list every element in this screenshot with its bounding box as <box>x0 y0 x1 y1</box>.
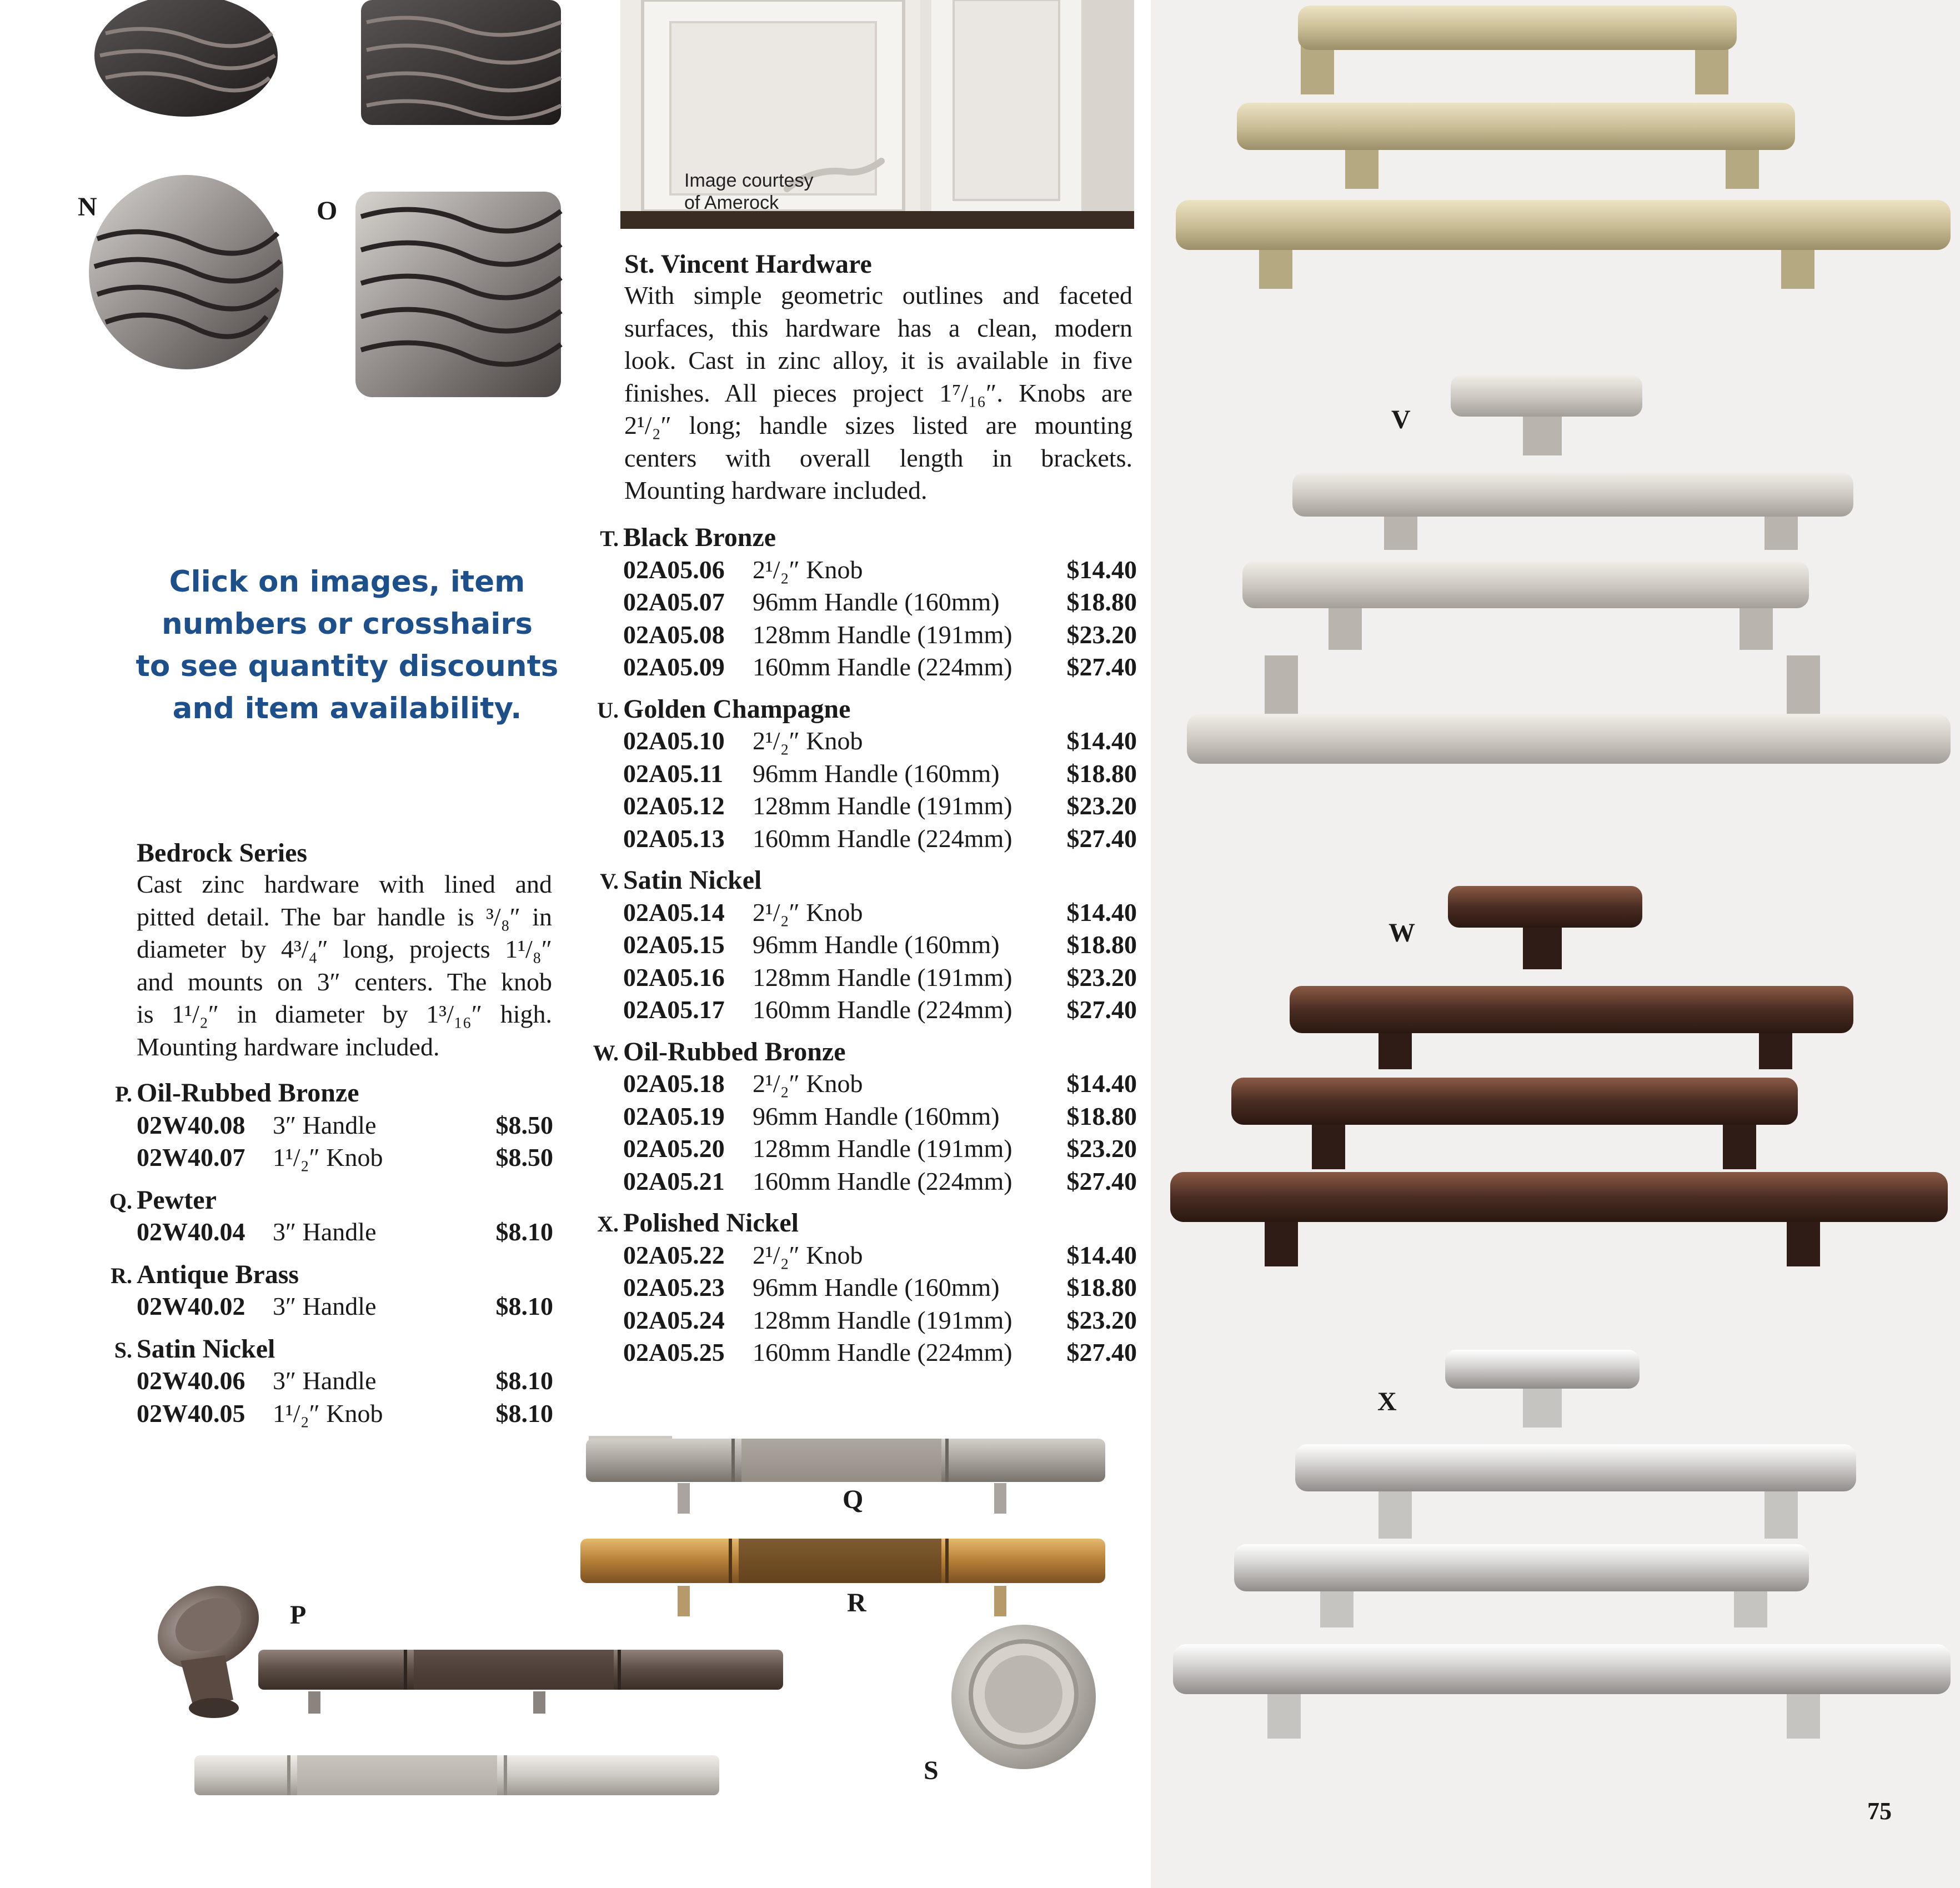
desc-line: 2¹/₂″ long; handle sizes listed are mounting <box>624 411 1132 439</box>
item-price: $23.20 <box>1066 1305 1137 1334</box>
item-code-link[interactable]: 02A05.09 <box>623 653 725 681</box>
knob-n <box>89 175 283 369</box>
item-code-link[interactable]: 02A05.14 <box>623 898 725 927</box>
item-price: $18.80 <box>1066 759 1137 788</box>
item-description: 128mm Handle (191mm) <box>753 1305 1012 1334</box>
item-description: 96mm Handle (160mm) <box>753 759 1000 788</box>
st-vincent-section <box>624 249 1132 507</box>
group-letter: S. <box>114 1337 132 1363</box>
group-name: Golden Champagne <box>623 694 851 724</box>
bedrock-section <box>137 838 552 1063</box>
handles-v-satin <box>1187 375 1951 764</box>
item-code-link[interactable]: 02A05.06 <box>623 555 725 584</box>
handles-x-polished <box>1173 1350 1951 1739</box>
desc-line: and mounts on 3″ centers. The knob <box>137 967 552 996</box>
cta-line: numbers or crosshairs <box>161 607 533 641</box>
item-price: $27.40 <box>1066 653 1137 681</box>
price-row[interactable] <box>623 652 1137 684</box>
photo-label-p: P <box>290 1600 307 1630</box>
photo-label-n: N <box>78 192 97 222</box>
item-price: $18.80 <box>1066 1101 1137 1130</box>
item-description: 2¹/₂″ Knob <box>753 898 863 927</box>
price-row[interactable] <box>623 587 1137 619</box>
price-row[interactable] <box>137 1110 553 1143</box>
item-description: 3″ Handle <box>273 1218 377 1246</box>
item-price: $27.40 <box>1066 1338 1137 1366</box>
item-code-link[interactable]: 02W40.02 <box>137 1292 245 1320</box>
group-letter: T. <box>600 526 619 551</box>
cta-message[interactable] <box>100 561 594 730</box>
knob-o <box>355 192 561 397</box>
group-name: Satin Nickel <box>623 865 762 895</box>
item-code-link[interactable]: 02A05.07 <box>623 588 725 616</box>
item-description: 3″ Handle <box>273 1366 377 1395</box>
price-row[interactable] <box>623 1338 1137 1370</box>
price-row[interactable] <box>623 1101 1137 1134</box>
price-row[interactable] <box>623 759 1137 791</box>
item-code-link[interactable]: 02A05.19 <box>623 1101 725 1130</box>
item-code-link[interactable]: 02W40.07 <box>137 1143 245 1171</box>
item-code-link[interactable]: 02A05.08 <box>623 620 725 649</box>
photo-label-r: R <box>847 1588 866 1617</box>
desc-line: pitted detail. The bar handle is ³/₈″ in <box>137 902 552 931</box>
price-row[interactable] <box>623 555 1137 587</box>
item-price: $27.40 <box>1066 995 1137 1024</box>
item-code-link[interactable]: 02W40.08 <box>137 1110 245 1139</box>
item-code-link[interactable]: 02A05.17 <box>623 995 725 1024</box>
price-row[interactable] <box>623 824 1137 856</box>
bedrock-price-list <box>94 1078 555 1433</box>
group-letter: U. <box>597 697 619 723</box>
item-code-link[interactable]: 02A05.11 <box>623 759 724 788</box>
item-description: 96mm Handle (160mm) <box>753 1273 1000 1301</box>
desc-line: is 1¹/₂″ in diameter by 1³/₁₆″ high. <box>137 1000 552 1028</box>
item-price: $23.20 <box>1066 1134 1137 1163</box>
item-code-link[interactable]: 02W40.06 <box>137 1366 245 1395</box>
item-price: $8.50 <box>495 1143 553 1171</box>
desc-line: Mounting hardware included. <box>624 476 928 504</box>
desc-line: finishes. All pieces project 1⁷/₁₆″. Knobs are <box>624 378 1132 407</box>
group-name: Pewter <box>137 1185 217 1215</box>
item-description: 96mm Handle (160mm) <box>753 588 1000 616</box>
item-price: $23.20 <box>1066 963 1137 991</box>
photo-label-q: Q <box>843 1485 864 1514</box>
handles-w-bronze <box>1170 886 1948 1266</box>
item-price: $8.10 <box>495 1366 553 1395</box>
item-code-link[interactable]: 02A05.24 <box>623 1305 725 1334</box>
item-description: 3″ Handle <box>273 1292 377 1320</box>
item-description: 160mm Handle (224mm) <box>753 1166 1012 1195</box>
group-letter: Q. <box>109 1188 132 1214</box>
price-row[interactable] <box>623 898 1137 930</box>
cta-line: and item availability. <box>172 692 522 725</box>
desc-line: diameter by 4³/₄″ long, projects 1¹/₈″ <box>137 935 552 963</box>
item-code-link[interactable]: 02W40.04 <box>137 1218 245 1246</box>
group-name: Polished Nickel <box>623 1208 799 1238</box>
group-name: Satin Nickel <box>137 1334 275 1364</box>
desc-line: Mounting hardware included. <box>137 1032 440 1061</box>
caption-line-1: Image courtesy <box>684 170 814 191</box>
item-description: 128mm Handle (191mm) <box>753 1134 1012 1163</box>
item-price: $14.40 <box>1066 555 1137 584</box>
item-code-link[interactable]: 02A05.21 <box>623 1166 725 1195</box>
st-vincent-handles-photo[interactable] <box>1151 0 1960 1777</box>
item-description: 160mm Handle (224mm) <box>753 995 1012 1024</box>
price-row[interactable] <box>623 1134 1137 1166</box>
item-price: $27.40 <box>1066 824 1137 853</box>
group-name: Oil-Rubbed Bronze <box>623 1036 846 1066</box>
group-letter: P. <box>115 1081 132 1106</box>
knob-s-satin <box>951 1625 1096 1769</box>
price-row[interactable] <box>623 995 1137 1027</box>
desc-line: look. Cast in zinc alloy, it is available in five <box>624 346 1132 374</box>
item-description: 96mm Handle (160mm) <box>753 930 1000 959</box>
price-row[interactable] <box>137 1143 553 1175</box>
item-code-link[interactable]: 02A05.25 <box>623 1338 725 1366</box>
price-row[interactable] <box>623 930 1137 962</box>
price-row[interactable] <box>137 1366 553 1398</box>
price-row[interactable] <box>623 1166 1137 1199</box>
cta-line: to see quantity discounts <box>136 649 559 683</box>
cta-line: Click on images, item <box>169 565 525 599</box>
group-name: Oil-Rubbed Bronze <box>137 1078 359 1108</box>
item-code-link[interactable]: 02A05.20 <box>623 1134 725 1163</box>
item-price: $14.40 <box>1066 1240 1137 1269</box>
price-row[interactable] <box>137 1291 553 1324</box>
item-description: 2¹/₂″ Knob <box>753 727 863 755</box>
item-price: $8.10 <box>495 1292 553 1320</box>
item-price: $18.80 <box>1066 588 1137 616</box>
item-price: $14.40 <box>1066 727 1137 755</box>
item-code-link[interactable]: 02A05.18 <box>623 1069 725 1098</box>
item-price: $18.80 <box>1066 930 1137 959</box>
item-code-link[interactable]: 02A05.10 <box>623 727 725 755</box>
item-price: $8.10 <box>495 1399 553 1428</box>
st-vincent-title: St. Vincent Hardware <box>624 249 872 279</box>
price-row[interactable] <box>137 1217 553 1249</box>
item-price: $23.20 <box>1066 792 1137 820</box>
price-row[interactable] <box>623 1273 1137 1305</box>
photo-label-v: V <box>1391 405 1411 434</box>
price-row[interactable] <box>623 620 1137 652</box>
photo-label-x: X <box>1377 1387 1397 1416</box>
bedrock-handles-drawing[interactable] <box>128 1428 1127 1816</box>
image-caption <box>684 169 813 214</box>
group-name: Antique Brass <box>137 1259 299 1289</box>
item-description: 1¹/₂″ Knob <box>273 1399 383 1428</box>
bedrock-title: Bedrock Series <box>137 838 308 868</box>
item-description: 160mm Handle (224mm) <box>753 653 1012 681</box>
item-code-link[interactable]: 02W40.05 <box>137 1399 245 1428</box>
group-letter: R. <box>111 1263 132 1288</box>
item-price: $8.50 <box>495 1110 553 1139</box>
item-description: 2¹/₂″ Knob <box>753 1240 863 1269</box>
item-price: $8.10 <box>495 1218 553 1246</box>
item-description: 128mm Handle (191mm) <box>753 620 1012 649</box>
item-price: $18.80 <box>1066 1273 1137 1301</box>
group-name: Black Bronze <box>623 523 776 552</box>
item-price: $14.40 <box>1066 1069 1137 1098</box>
page-number: 75 <box>1867 1797 1892 1825</box>
desc-line: centers with overall length in brackets. <box>624 443 1132 472</box>
handles-u-golden <box>1176 6 1951 289</box>
item-code-link[interactable]: 02A05.23 <box>623 1273 725 1301</box>
item-code-link[interactable]: 02A05.12 <box>623 792 725 820</box>
item-code-link[interactable]: 02A05.16 <box>623 963 725 991</box>
item-description: 160mm Handle (224mm) <box>753 824 1012 853</box>
photo-label-o: O <box>317 196 338 226</box>
handle-p-bronze <box>258 1650 783 1714</box>
item-description: 3″ Handle <box>273 1110 377 1139</box>
bedrock-description <box>137 868 552 1063</box>
price-row[interactable] <box>623 1240 1137 1273</box>
desc-line: Cast zinc hardware with lined and <box>137 870 552 898</box>
item-price: $23.20 <box>1066 620 1137 649</box>
desc-line: With simple geometric outlines and faceted <box>624 281 1132 309</box>
price-row[interactable] <box>623 791 1137 823</box>
group-letter: W. <box>593 1040 619 1065</box>
item-price: $27.40 <box>1066 1166 1137 1195</box>
item-description: 2¹/₂″ Knob <box>753 1069 863 1098</box>
desc-line: surfaces, this hardware has a clean, modern <box>624 313 1132 342</box>
item-description: 96mm Handle (160mm) <box>753 1101 1000 1130</box>
item-description: 2¹/₂″ Knob <box>753 555 863 584</box>
knob-n-top <box>94 0 278 117</box>
item-price: $14.40 <box>1066 898 1137 927</box>
price-row[interactable] <box>623 1305 1137 1338</box>
item-description: 160mm Handle (224mm) <box>753 1338 1012 1366</box>
group-letter: X. <box>597 1211 619 1236</box>
item-description: 128mm Handle (191mm) <box>753 963 1012 991</box>
handle-s-satin <box>194 1755 719 1795</box>
st-vincent-description <box>624 279 1132 507</box>
item-description: 128mm Handle (191mm) <box>753 792 1012 820</box>
item-code-link[interactable]: 02A05.22 <box>623 1240 725 1269</box>
price-row[interactable] <box>623 726 1137 758</box>
photo-label-w: W <box>1388 918 1415 948</box>
group-letter: V. <box>600 869 619 894</box>
handle-r-brass <box>580 1539 1105 1616</box>
price-row[interactable] <box>623 1069 1137 1101</box>
knob-p-bronze <box>144 1570 272 1718</box>
knob-o-top <box>361 0 561 125</box>
item-description: 1¹/₂″ Knob <box>273 1143 383 1171</box>
caption-line-2: of Amerock <box>684 192 779 213</box>
photo-label-s: S <box>924 1756 939 1785</box>
item-code-link[interactable]: 02A05.15 <box>623 930 725 959</box>
price-row[interactable] <box>623 963 1137 995</box>
st-vincent-price-list <box>578 522 1139 1383</box>
item-code-link[interactable]: 02A05.13 <box>623 824 725 853</box>
